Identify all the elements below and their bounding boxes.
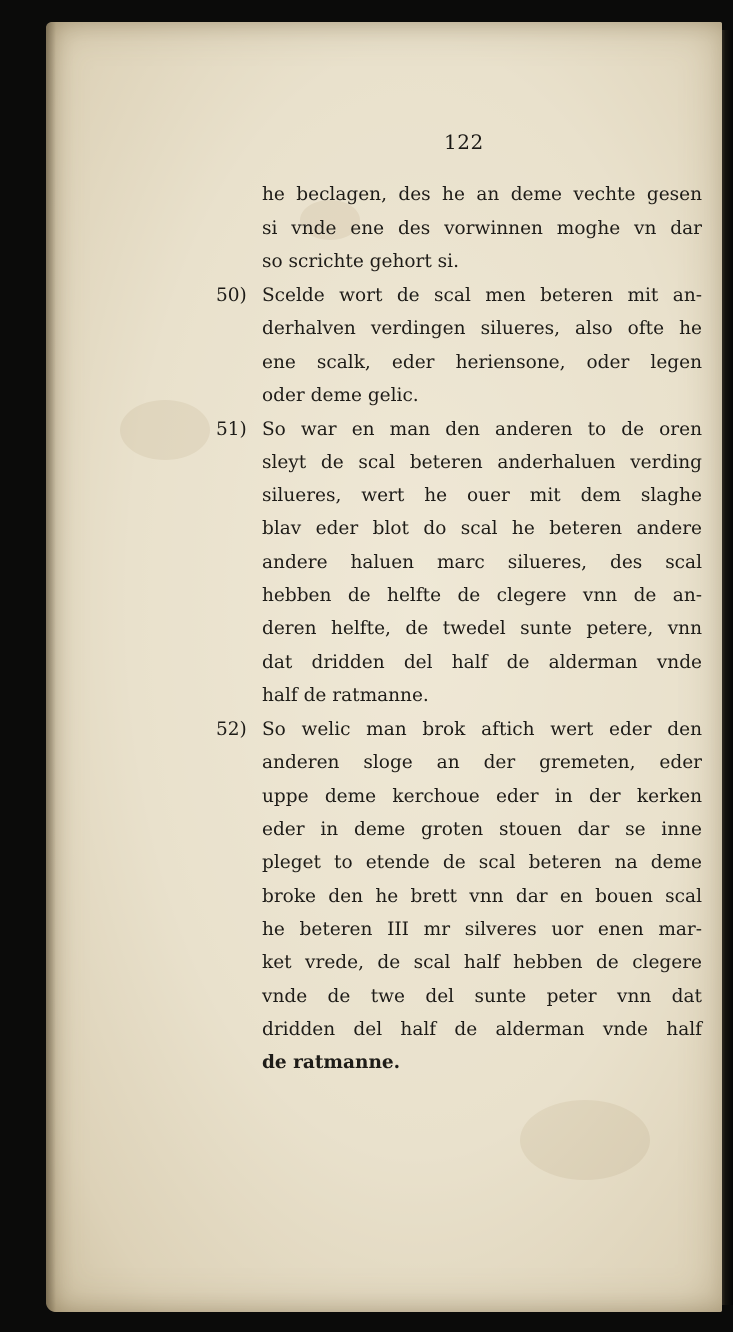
paragraph-number: 51) xyxy=(216,419,247,440)
text-line: Scelde wort de scal men beteren mit an- xyxy=(262,285,702,306)
text-line: So welic man brok aftich wert eder den xyxy=(262,719,702,740)
text-line: vnde de twe del sunte peter vnn dat xyxy=(262,986,702,1007)
text-line: dridden del half de alderman vnde half xyxy=(262,1019,702,1040)
text-line: dat dridden del half de alderman vnde xyxy=(262,652,702,673)
paragraph-number: 52) xyxy=(216,719,247,740)
text-line: sleyt de scal beteren anderhaluen verding xyxy=(262,452,702,473)
paper-stain xyxy=(520,1100,650,1180)
text-line: si vnde ene des vorwinnen moghe vn dar xyxy=(262,218,702,239)
text-line: ket vrede, de scal half hebben de clegere xyxy=(262,952,702,973)
text-line: de ratmanne. xyxy=(262,1052,401,1073)
text-line: eder in deme groten stouen dar se inne xyxy=(262,819,702,840)
paper-stain xyxy=(120,400,210,460)
text-line: So war en man den anderen to de oren xyxy=(262,419,702,440)
text-line: derhalven verdingen silueres, also ofte he xyxy=(262,318,702,339)
text-line: pleget to etende de scal beteren na deme xyxy=(262,852,702,873)
text-line: he beteren III mr silveres uor enen mar- xyxy=(262,919,702,940)
text-line: broke den he brett vnn dar en bouen scal xyxy=(262,886,702,907)
text-line: hebben de helfte de clegere vnn de an- xyxy=(262,585,702,606)
text-line: anderen sloge an der gremeten, eder xyxy=(262,752,702,773)
text-line: so scrichte gehort si. xyxy=(262,251,459,272)
text-line: deren helfte, de twedel sunte petere, vnn xyxy=(262,618,702,639)
text-line: he beclagen, des he an deme vechte gesen xyxy=(262,184,702,205)
text-line: half de ratmanne. xyxy=(262,685,429,706)
page-number: 122 xyxy=(444,130,484,154)
text-line: oder deme gelic. xyxy=(262,385,419,406)
text-line: uppe deme kerchoue eder in der kerken xyxy=(262,786,702,807)
text-line: blav eder blot do scal he beteren andere xyxy=(262,518,702,539)
text-line: ene scalk, eder heriensone, oder legen xyxy=(262,352,702,373)
text-line: andere haluen marc silueres, des scal xyxy=(262,552,702,573)
text-line: silueres, wert he ouer mit dem slaghe xyxy=(262,485,702,506)
paragraph-number: 50) xyxy=(216,285,247,306)
page-edge-shadow xyxy=(46,22,56,1312)
